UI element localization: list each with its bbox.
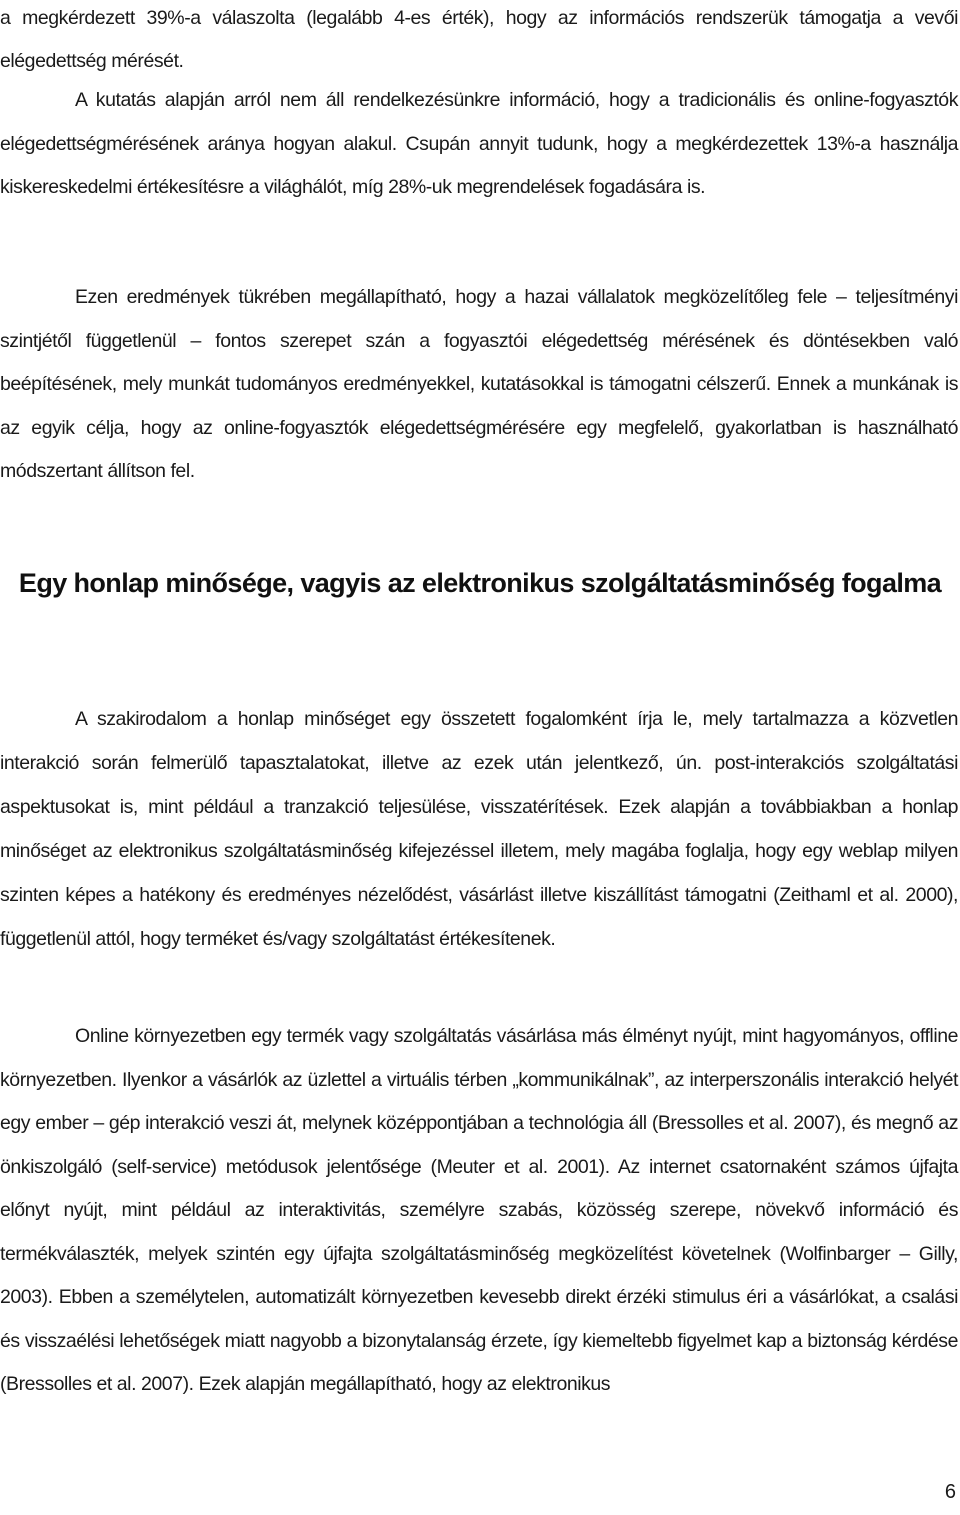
paragraph: Ezen eredmények tükrében megállapítható, hogy a hazai vállalatok megközelítőleg fele – teljesítményi szintjétől függetlenül – fontos szerepet szán a fogyasztói elégedettség mérésének és döntésekben való beépítésének, mely munkát tudományos eredményekkel, kutatásokkal is támogatni célszerű. Ennek a munkának is az egyik célja, hogy az online-fogyasztók elégedettségmérésére egy megfelelő, gyakorlatban is használható módszertant állítson fel. bbox=[0, 286, 958, 482]
page-number: 6 bbox=[944, 1481, 956, 1503]
paragraph: A szakirodalom a honlap minőséget egy összetett fogalomként írja le, mely tartalmazza a közvetlen interakció során felmerülő tapasztalatokat, illetve az ezek után jelentkező, ún. post-interakciós szolgáltatási aspektusokat is, mint például a tranzakció teljesülése, visszatérítések. Ezek alapján a továbbiakban a honlap minőséget az elektronikus szolgáltatásminőség kifejezéssel illetem, mely magába foglalja, hogy egy weblap milyen szinten képes a hatékony és eredményes nézelődést, vásárlást illetve kiszállítást támogatni (Zeithaml et al. 2000), függetlenül attól, hogy terméket és/vagy szolgáltatást értékesítenek. bbox=[0, 708, 958, 950]
paragraph: a megkérdezett 39%-a válaszolta (legalább 4-es érték), hogy az információs rendszerük támogatja a vevői elégedettség mérését. bbox=[0, 7, 958, 72]
paragraph: A kutatás alapján arról nem áll rendelkezésünkre információ, hogy a tradicionális és online-fogyasztók elégedettségmérésének aránya hogyan alakul. Csupán annyit tudunk, hogy a megkérdezettek 13%-a használja kiskereskedelmi értékesítésre a világhálót, míg 28%-uk megrendelések fogadására is. bbox=[0, 89, 958, 198]
paragraph: Online környezetben egy termék vagy szolgáltatás vásárlása más élményt nyújt, mint hagyományos, offline környezetben. Ilyenkor a vásárlók az üzlettel a virtuális térben „kommunikálnak”, az interperszonális interakció helyét egy ember – gép interakció veszi át, melynek középpontjában a technológia áll (Bressolles et al. 2007), és megnő az önkiszolgáló (self-service) metódusok jelentősége (Meuter et al. 2001). Az internet csatornaként számos újfajta előnyt nyújt, mint például az interaktivitás, személyre szabás, közösség szerepe, növekvő információ és termékválaszték, melyek szintén egy újfajta szolgáltatásminőség megközelítést követelnek (Wolfinbarger – Gilly, 2003). Ebben a személytelen, automatizált környezetben kevesebb direkt érzéki stimulus éri a vásárlókat, a csalási és visszaélési lehetőségek miatt nagyobb a bizonytalanság érzete, így kiemeltebb figyelmet kap a biztonság kérdése (Bressolles et al. 2007). Ezek alapján megállapítható, hogy az elektronikus bbox=[0, 1025, 958, 1395]
section-heading: Egy honlap minősége, vagyis az elektronikus szolgáltatásminőség fogalma bbox=[18, 568, 942, 598]
